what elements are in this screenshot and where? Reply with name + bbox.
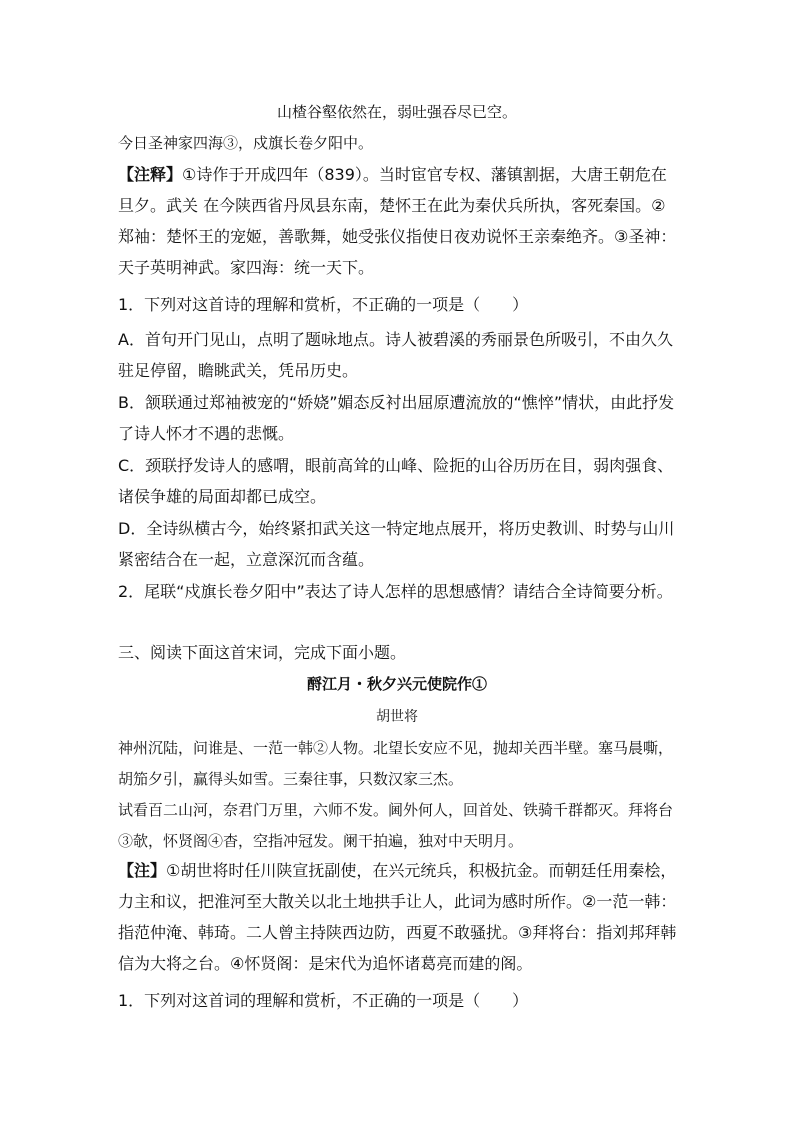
ci-annotation — [118, 855, 678, 979]
ci-author: 胡世将 — [376, 709, 418, 725]
ci-title: 酹江月・秋夕兴元使院作① — [306, 675, 487, 693]
poem-annotation — [118, 159, 678, 283]
option-c: C．颈联抒发诗人的感喟，眼前高耸的山峰、险扼的山谷历历在目，弱肉强食、诸侯争雄的局面却都已成空。 — [118, 456, 674, 506]
ci-annotation-label: 【注】 — [118, 861, 167, 880]
option-a: A．首句开门见山，点明了题咏地点。诗人被碧溪的秀丽景色所吸引，不由久久驻足停留，瞻眺武关，凭吊历史。 — [118, 330, 673, 380]
annotation-text: ①诗作于开成四年（839）。当时宦官专权、藩镇割据，大唐王朝危在旦夕。武关 在今陕西省丹凤县东南，楚怀王在此为秦伏兵所执，客死秦国。②郑袖：楚怀王的宠姬，善歌舞，她受张仪指使日夜劝说怀王亲秦绝齐。③圣神：天子英明神武。家四海：统一天下。 — [118, 165, 677, 277]
ci-verse-2: 试看百二山河，奈君门万里，六师不发。阃外何人，回首处、铁骑千群都灭。拜将台③欹，怀贤阁④杳，空指冲冠发。阑干拍遍，独对中天明月。 — [118, 801, 674, 850]
question-1: 1．下列对这首诗的理解和赏析，不正确的一项是（ ） — [118, 295, 529, 314]
option-b: B．颔联通过郑袖被宠的“娇娆”媚态反衬出屈原遭流放的“憔悴”情状，由此抒发了诗人怀才不遇的悲慨。 — [118, 393, 675, 443]
poem-line-3: 山楂谷壑依然在，弱吐强吞尽已空。 — [276, 103, 517, 121]
question-2: 2．尾联“戍旗长卷夕阳中”表达了诗人怎样的思想感情？请结合全诗简要分析。 — [118, 582, 673, 601]
ci-annotation-text: ①胡世将时任川陕宣抚副使，在兴元统兵，积极抗金。而朝廷任用秦桧，力主和议，把淮河至大散关以北土地拱手让人，此词为感时所作。②一范一韩：指范仲淹、韩琦。二人曾主持陕西边防，西夏不敢骚扰。③拜将台：指刘邦拜韩信为大将之台。④怀贤阁：是宋代为追怀诸葛亮而建的阁。 — [118, 861, 677, 973]
annotation-label: 【注释】 — [118, 165, 183, 184]
ci-question-1: 1．下列对这首词的理解和赏析，不正确的一项是（ ） — [118, 991, 529, 1010]
option-d: D．全诗纵横古今，始终紧扣武关这一特定地点展开，将历史教训、时势与山川紧密结合在一起，立意深沉而含蕴。 — [118, 519, 675, 569]
poem-line-4: 今日圣神家四海③，戍旗长卷夕阳中。 — [118, 134, 374, 152]
section-3-heading: 三、阅读下面这首宋词，完成下面小题。 — [118, 643, 407, 662]
ci-verse-1: 神州沉陆，问谁是、一范一韩②人物。北望长安应不见，抛却关西半壁。塞马晨嘶，胡笳夕引，赢得头如雪。三秦往事，只数汉家三杰。 — [118, 739, 674, 788]
